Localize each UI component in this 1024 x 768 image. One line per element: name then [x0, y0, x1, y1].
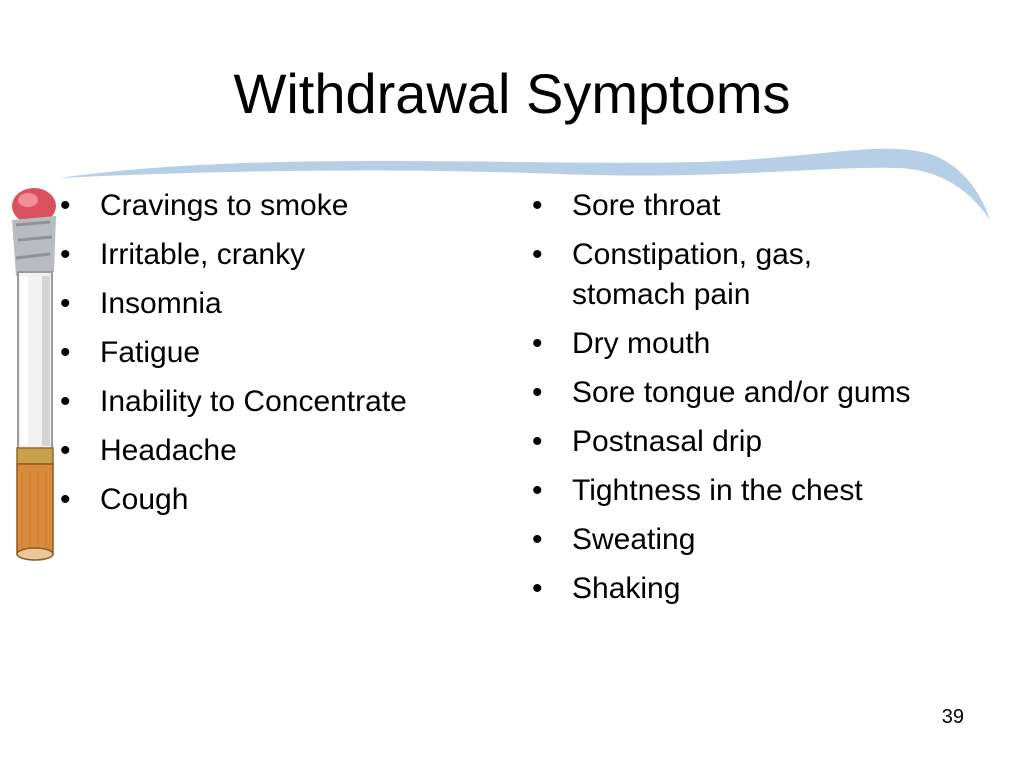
bullet-marker: •: [532, 425, 543, 458]
bullet-marker: •: [60, 483, 71, 516]
list-item: [58, 235, 478, 275]
page-number: 39: [941, 706, 964, 728]
bullet-marker: •: [532, 523, 543, 556]
bullet-marker: •: [60, 238, 71, 271]
list-item: [530, 520, 980, 560]
list-item: [58, 431, 478, 471]
bullet-text: Insomnia: [100, 287, 222, 320]
bullet-text: Postnasal drip: [572, 425, 763, 458]
bullet-text: Constipation, gas, stomach pain: [572, 238, 813, 311]
bullet-text: Cravings to smoke: [100, 189, 349, 222]
bullet-marker: •: [532, 189, 543, 222]
bullet-text: Irritable, cranky: [100, 238, 306, 271]
list-item: [58, 382, 478, 422]
bullet-text: Tightness in the chest: [572, 474, 863, 507]
right-bullet-list: [530, 186, 980, 618]
list-item: [530, 235, 872, 315]
bullet-text: Sweating: [572, 523, 696, 556]
list-item: [530, 324, 980, 364]
bullet-marker: •: [60, 336, 71, 369]
bullet-marker: •: [532, 474, 543, 507]
list-item: [530, 569, 980, 609]
list-item: [58, 186, 478, 226]
bullet-text: Shaking: [572, 572, 681, 605]
bullet-marker: •: [60, 385, 71, 418]
bullet-marker: •: [532, 238, 543, 271]
bullet-marker: •: [60, 287, 71, 320]
list-item: [530, 373, 980, 413]
bullet-marker: •: [60, 189, 71, 222]
bullet-text: Sore throat: [572, 189, 721, 222]
left-bullet-list: [58, 186, 478, 529]
list-item: [530, 471, 980, 511]
list-item: [530, 422, 980, 462]
bullet-text: Inability to Concentrate: [100, 385, 407, 418]
slide-title: Withdrawal Symptoms: [233, 62, 791, 125]
list-item: [58, 284, 478, 324]
list-item: [530, 186, 980, 226]
bullet-text: Fatigue: [100, 336, 201, 369]
bullet-marker: •: [532, 376, 543, 409]
bullet-text: Dry mouth: [572, 327, 711, 360]
bullet-text: Cough: [100, 483, 189, 516]
bullet-marker: •: [532, 572, 543, 605]
list-item: [58, 333, 478, 373]
cigarette-icon: [6, 180, 64, 565]
bullet-marker: •: [60, 434, 71, 467]
list-item: [58, 480, 478, 520]
bullet-marker: •: [532, 327, 543, 360]
bullet-text: Headache: [100, 434, 237, 467]
bullet-text: Sore tongue and/or gums: [572, 376, 911, 409]
